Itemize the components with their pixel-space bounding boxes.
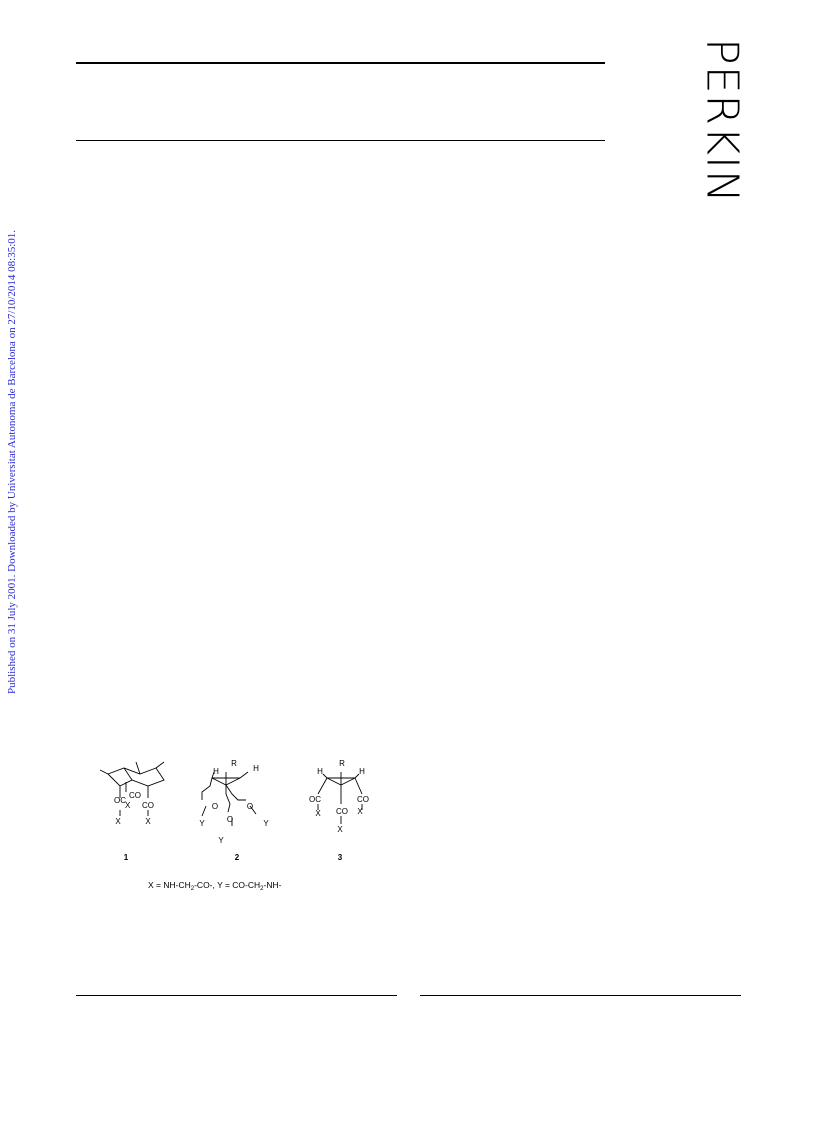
structure-1-x-middle: X — [125, 801, 131, 810]
structure-2-o-bottom: O — [226, 815, 234, 824]
structure-2-h-right: H — [253, 764, 259, 773]
structure-1-co-label: CO — [129, 791, 141, 800]
structure-1-co-right: CO — [142, 801, 154, 810]
structure-3-h-left: H — [317, 767, 323, 776]
compound-1-number: 1 — [123, 853, 129, 862]
structure-2-o-right: O — [246, 802, 254, 811]
structure-1-bonds — [100, 762, 164, 816]
substituent-legend: $X = NH-CH_2-CO-$, $Y = CO-CH_2-NH-$ — [148, 880, 282, 892]
structure-3-h-right: H — [359, 767, 365, 776]
structure-3-r-label: R — [339, 759, 345, 768]
structure-3-bonds — [318, 772, 362, 824]
compound-2-number: 2 — [234, 853, 240, 862]
chemical-structures-figure — [80, 752, 369, 902]
structure-3-co-right: CO — [357, 795, 369, 804]
footer-rule-right — [420, 995, 741, 996]
structure-2-o-left: O — [211, 802, 219, 811]
footer-rule-left — [76, 995, 397, 996]
structure-2-r-label: R — [231, 759, 237, 768]
structure-2-h-left: H — [213, 767, 219, 776]
header-rule-top — [76, 62, 605, 64]
header-rule-bottom — [76, 140, 605, 141]
structure-3-oc-left: OC — [309, 795, 321, 804]
structure-3-x-left: X — [315, 809, 321, 818]
structure-1-x-left: X — [115, 817, 121, 826]
structure-3-x-bottom: X — [337, 825, 343, 834]
structure-2-y-bottom: Y — [218, 836, 224, 845]
structure-1-oc-label: OC — [114, 796, 126, 805]
compound-3-number: 3 — [337, 853, 343, 862]
structure-1-x-right: X — [145, 817, 151, 826]
structures-svg — [80, 752, 369, 897]
download-watermark: Published on 31 July 2001. Downloaded by Universitat Autonoma de Barcelona on 27/10/2014 08:35:01. — [6, 229, 18, 695]
structure-2-y-left: Y — [199, 819, 205, 828]
journal-brand: PERKIN — [696, 38, 748, 204]
structure-3-x-right: X — [357, 807, 363, 816]
structure-3-co-bottom: CO — [336, 807, 348, 816]
structure-2-y-right: Y — [263, 819, 269, 828]
